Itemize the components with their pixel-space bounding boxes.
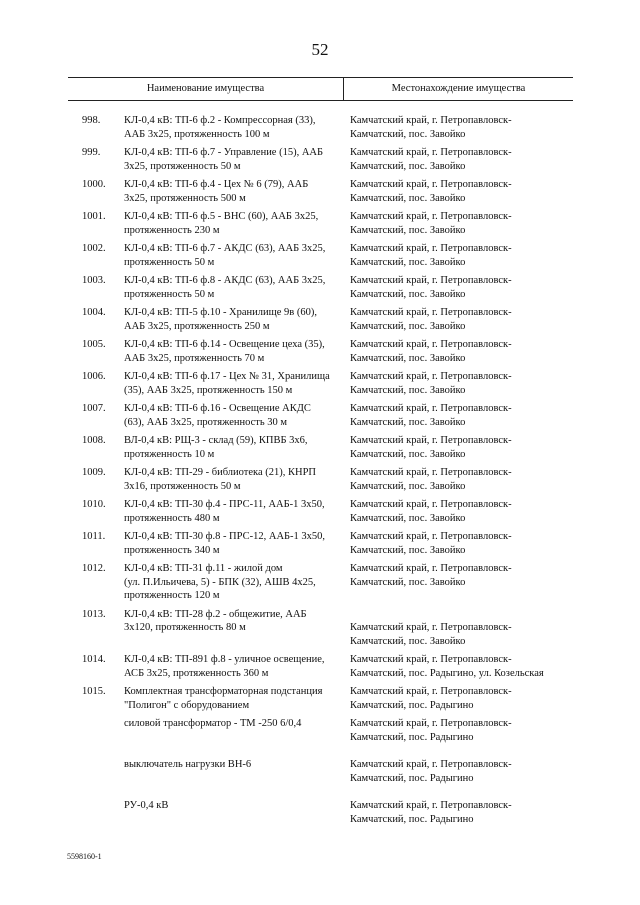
table-row xyxy=(0,799,640,826)
row-number xyxy=(82,799,122,826)
row-number: 1006. xyxy=(82,371,106,382)
row-location: Камчатский край, г. Петропавловск- Камчатский, пос. Завойко xyxy=(350,563,512,588)
table-row xyxy=(0,306,640,333)
table-row xyxy=(0,685,640,712)
row-name: Комплектная трансформаторная подстанция "Полигон" с оборудованием xyxy=(124,686,323,711)
row-location: Камчатский край, г. Петропавловск- Камчатский, пос. Завойко xyxy=(350,435,512,460)
row-number: 998. xyxy=(82,115,101,126)
table-body xyxy=(0,114,640,831)
row-name: РУ-0,4 кВ xyxy=(124,800,169,811)
row-location: Камчатский край, г. Петропавловск- Камчатский, пос. Завойко xyxy=(350,371,512,396)
row-number: 1011. xyxy=(82,531,106,542)
row-number: 1010. xyxy=(82,499,106,510)
row-name: КЛ-0,4 кВ: ТП-6 ф.5 - ВНС (60), ААБ 3х25, протяженность 230 м xyxy=(124,211,319,236)
document-code: 5598160-1 xyxy=(67,852,102,861)
row-number: 1015. xyxy=(82,686,106,697)
row-location: Камчатский край, г. Петропавловск- Камчатский, пос. Завойко xyxy=(350,531,512,556)
table-row xyxy=(0,402,640,429)
row-number: 1000. xyxy=(82,179,106,190)
row-location: Камчатский край, г. Петропавловск- Камчатский, пос. Завойко xyxy=(350,307,512,332)
table-row xyxy=(0,758,640,785)
table-row xyxy=(0,498,640,525)
row-location: Камчатский край, г. Петропавловск- Камчатский, пос. Радыгино xyxy=(350,800,512,825)
table-row xyxy=(0,178,640,205)
row-location: Камчатский край, г. Петропавловск- Камчатский, пос. Завойко xyxy=(350,211,512,236)
row-name: КЛ-0,4 кВ: ТП-29 - библиотека (21), КНРП 3х16, протяженность 50 м xyxy=(124,467,316,492)
table-row xyxy=(0,608,640,649)
row-location: Камчатский край, г. Петропавловск- Камчатский, пос. Завойко xyxy=(350,147,512,172)
row-location: Камчатский край, г. Петропавловск- Камчатский, пос. Радыгино xyxy=(350,718,512,743)
page-number: 52 xyxy=(311,40,329,59)
row-name: КЛ-0,4 кВ: ТП-28 ф.2 - общежитие, ААБ 3х120, протяженность 80 м xyxy=(124,608,307,633)
table-row xyxy=(0,146,640,173)
row-name: КЛ-0,4 кВ: ТП-31 ф.11 - жилой дом (ул. П.Ильичева, 5) - БПК (32), АШВ 4х25, протяженность 120 м xyxy=(124,563,316,601)
row-name: КЛ-0,4 кВ: ТП-6 ф.2 - Компрессорная (33), ААБ 3х25, протяженность 100 м xyxy=(124,115,316,140)
row-location: Камчатский край, г. Петропавловск- Камчатский, пос. Радыгино xyxy=(350,759,512,784)
row-name: КЛ-0,4 кВ: ТП-6 ф.4 - Цех № 6 (79), ААБ 3х25, протяженность 500 м xyxy=(124,179,309,204)
row-location: Камчатский край, г. Петропавловск- Камчатский, пос. Радыгино, ул. Козельская xyxy=(350,654,544,679)
column-header-name: Наименование имущества xyxy=(146,83,265,94)
row-number: 1003. xyxy=(82,275,106,286)
table-row xyxy=(0,530,640,557)
row-number: 1001. xyxy=(82,211,106,222)
row-number: 1012. xyxy=(82,563,106,574)
row-number: 1009. xyxy=(82,467,106,478)
row-location: Камчатский край, г. Петропавловск- Камчатский, пос. Завойко xyxy=(350,275,512,300)
row-name: КЛ-0,4 кВ: ТП-6 ф.14 - Освещение цеха (35), ААБ 3х25, протяженность 70 м xyxy=(124,339,325,364)
row-number: 1014. xyxy=(82,654,106,665)
row-number: 1002. xyxy=(82,243,106,254)
table-row xyxy=(0,562,640,603)
row-name: выключатель нагрузки ВН-6 xyxy=(124,759,252,770)
row-name: КЛ-0,4 кВ: ТП-6 ф.16 - Освещение АКДС (63), ААБ 3х25, протяженность 30 м xyxy=(124,403,311,428)
table-row xyxy=(0,466,640,493)
row-number: 999. xyxy=(82,147,101,158)
row-name: силовой трансформатор - ТМ -250 6/0,4 xyxy=(124,718,302,729)
table-row xyxy=(0,653,640,680)
row-name: ВЛ-0,4 кВ: РЩ-3 - склад (59), КПВБ 3х6, протяженность 10 м xyxy=(124,435,308,460)
row-name: КЛ-0,4 кВ: ТП-6 ф.8 - АКДС (63), ААБ 3х25, протяженность 50 м xyxy=(124,275,326,300)
row-name: КЛ-0,4 кВ: ТП-6 ф.17 - Цех № 31, Хранилища (35), ААБ 3х25, протяженность 150 м xyxy=(124,371,330,396)
row-number xyxy=(82,758,122,785)
row-name: КЛ-0,4 кВ: ТП-891 ф.8 - уличное освещение, АСБ 3х25, протяженность 360 м xyxy=(124,654,325,679)
row-name: КЛ-0,4 кВ: ТП-30 ф.8 - ПРС-12, ААБ-1 3х50, протяженность 340 м xyxy=(124,531,326,556)
table-header xyxy=(68,77,573,101)
row-location: Камчатский край, г. Петропавловск- Камчатский, пос. Завойко xyxy=(350,179,512,204)
row-name: КЛ-0,4 кВ: ТП-30 ф.4 - ПРС-11, ААБ-1 3х50, протяженность 480 м xyxy=(124,499,325,524)
row-number xyxy=(82,717,122,744)
row-location: Камчатский край, г. Петропавловск- Камчатский, пос. Завойко xyxy=(350,243,512,268)
table-row xyxy=(0,114,640,141)
row-number: 1005. xyxy=(82,339,106,350)
row-location: Камчатский край, г. Петропавловск- Камчатский, пос. Радыгино xyxy=(350,686,512,711)
table-row xyxy=(0,210,640,237)
column-header-location: Местонахождение имущества xyxy=(391,83,526,94)
table-row xyxy=(0,242,640,269)
row-location: Камчатский край, г. Петропавловск- Камчатский, пос. Завойко xyxy=(350,339,512,364)
row-location: Камчатский край, г. Петропавловск- Камчатский, пос. Завойко xyxy=(350,622,512,647)
table-row xyxy=(0,274,640,301)
row-number: 1013. xyxy=(82,608,106,620)
table-row xyxy=(0,717,640,744)
row-number: 1008. xyxy=(82,435,106,446)
row-number: 1007. xyxy=(82,403,106,414)
table-row xyxy=(0,434,640,461)
row-number: 1004. xyxy=(82,307,106,318)
table-row xyxy=(0,338,640,365)
table-row xyxy=(0,370,640,397)
row-name: КЛ-0,4 кВ: ТП-5 ф.10 - Хранилище 9в (60), ААБ 3х25, протяженность 250 м xyxy=(124,307,317,332)
row-location: Камчатский край, г. Петропавловск- Камчатский, пос. Завойко xyxy=(350,403,512,428)
row-name: КЛ-0,4 кВ: ТП-6 ф.7 - Управление (15), ААБ 3х25, протяженность 50 м xyxy=(124,147,324,172)
row-location: Камчатский край, г. Петропавловск- Камчатский, пос. Завойко xyxy=(350,467,512,492)
row-name: КЛ-0,4 кВ: ТП-6 ф.7 - АКДС (63), ААБ 3х25, протяженность 50 м xyxy=(124,243,326,268)
row-location: Камчатский край, г. Петропавловск- Камчатский, пос. Завойко xyxy=(350,115,512,140)
row-location: Камчатский край, г. Петропавловск- Камчатский, пос. Завойко xyxy=(350,499,512,524)
